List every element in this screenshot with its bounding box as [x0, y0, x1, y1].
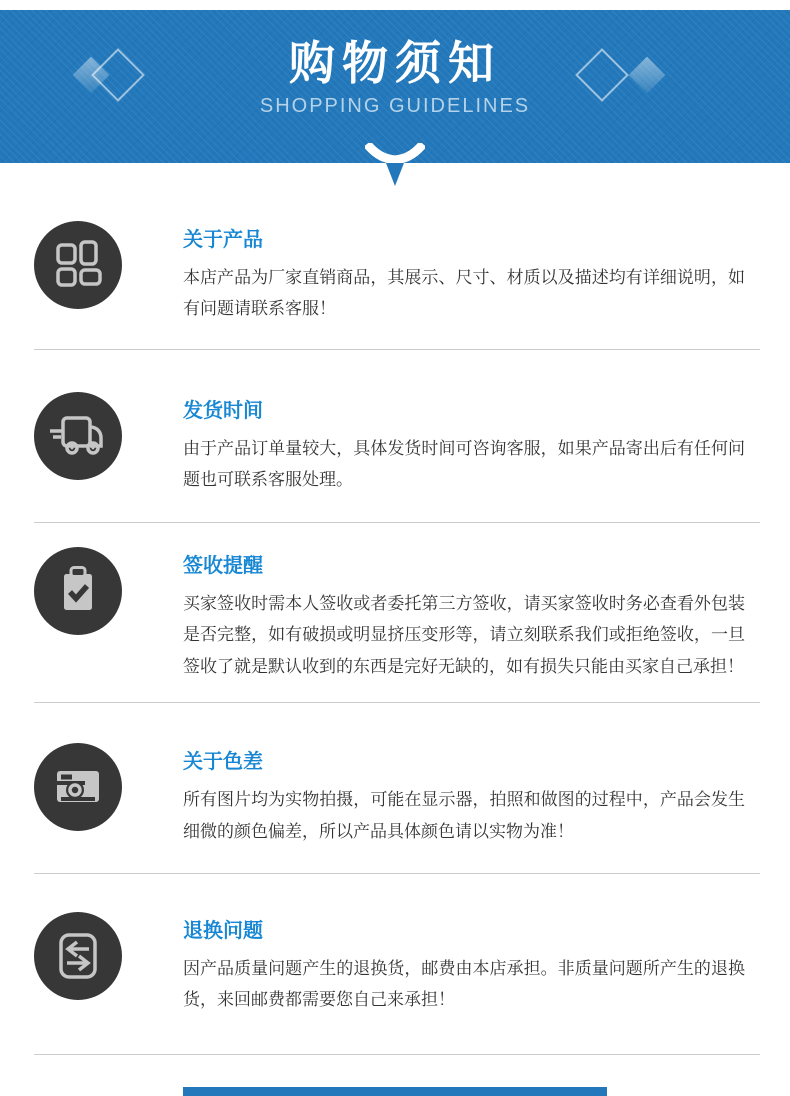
section-title: 关于产品	[183, 229, 263, 251]
section-title: 关于色差	[183, 751, 263, 774]
section-receipt-reminder	[34, 523, 760, 703]
page-title: 购物须知	[289, 37, 501, 89]
clipboard-check-icon	[34, 547, 122, 635]
section-color-difference	[34, 703, 760, 874]
section-text: 因产品质量问题产生的退换货，邮费由本店承担。非质量问题所产生的退换货，来回邮费都需要您自己来承担！	[183, 958, 745, 1010]
sections-container	[0, 163, 790, 1055]
section-title: 退换问题	[183, 919, 263, 942]
camera-icon	[34, 743, 122, 831]
section-returns	[34, 874, 760, 1055]
header-banner	[0, 10, 790, 163]
page-subtitle: SHOPPING GUIDELINES	[259, 95, 531, 118]
bottom-banner-strip	[183, 1087, 607, 1096]
section-title: 签收提醒	[183, 554, 263, 577]
section-text: 本店产品为厂家直销商品，其展示、尺寸、材质以及描述均有详细说明，如有问题请联系客服！	[183, 268, 745, 319]
grid-icon	[34, 221, 122, 309]
section-text: 所有图片均为实物拍摄，可能在显示器，拍照和做图的过程中，产品会发生细微的颜色偏差，所以产品具体颜色请以实物为准！	[183, 790, 745, 841]
section-text: 由于产品订单量较大，具体发货时间可咨询客服，如果产品寄出后有任何问题也可联系客服处理。	[183, 438, 745, 490]
section-shipping-time	[34, 350, 760, 523]
truck-icon	[34, 392, 122, 480]
section-about-product	[34, 163, 760, 350]
section-title: 发货时间	[183, 399, 263, 422]
exchange-icon	[34, 912, 122, 1000]
section-text: 买家签收时需本人签收或者委托第三方签收，请买家签收时务必查看外包装是否完整，如有破损或明显挤压变形等，请立刻联系我们或拒绝签收，一旦签收了就是默认收到的东西是完好无缺的，如有损失只能由买家自己承担！	[183, 593, 745, 676]
